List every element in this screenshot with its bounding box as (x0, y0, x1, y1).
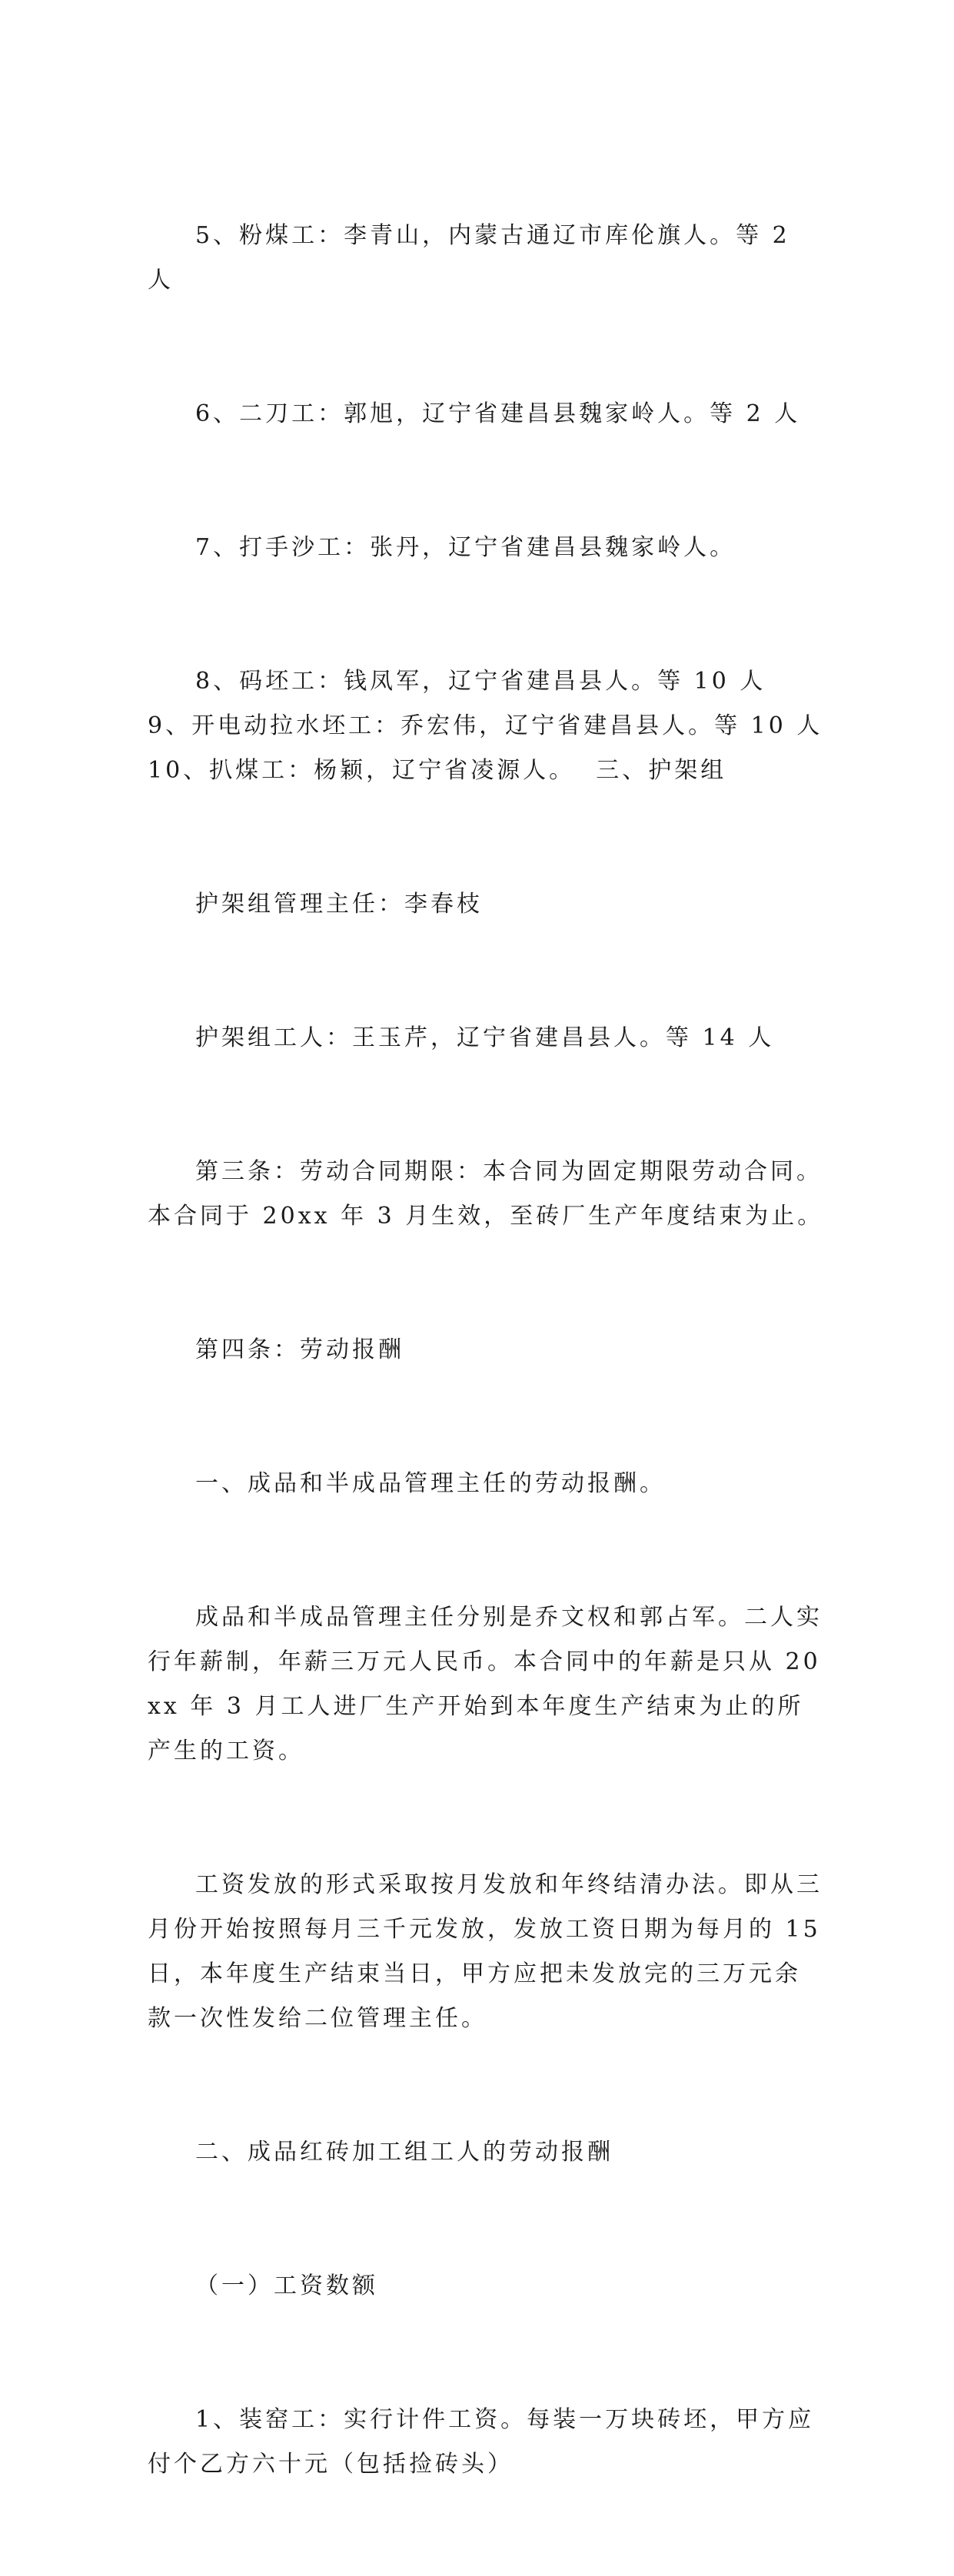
paragraph-payment-method: 工资发放的形式采取按月发放和年终结清办法。即从三月份开始按照每月三千元发放，发放工资日期为每月的 15 日，本年度生产结束当日，甲方应把未发放完的三万元余款一次性发给二位管理主任。 (148, 1871, 832, 2032)
paragraph-article-3: 第三条：劳动合同期限：本合同为固定期限劳动合同。本合同于 20xx 年 3 月生效，至砖厂生产年度结束为止。 (148, 1158, 824, 1230)
paragraph-frame-manager: 护架组管理主任：李春枝 (195, 891, 483, 918)
heading-section-1: 一、成品和半成品管理主任的劳动报酬。 (195, 1470, 666, 1497)
paragraph-kiln-loader: 1、装窑工：实行计件工资。每装一万块砖坯，甲方应付个乙方六十元（包括捡砖头） (148, 2406, 815, 2478)
document-body (148, 124, 844, 2576)
heading-article-4: 第四条：劳动报酬 (195, 1336, 404, 1363)
paragraph-annual-salary: 成品和半成品管理主任分别是乔文权和郭占军。二人实行年薪制，年薪三万元人民币。本合同中的年薪是只从 20xx 年 3 月工人进厂生产开始到本年度生产结束为止的所产生的工资。 (148, 1604, 823, 1764)
heading-section-2: 二、成品红砖加工组工人的劳动报酬 (195, 2139, 613, 2166)
paragraph-items-8-10: 8、码坯工：钱凤军，辽宁省建昌县人。等 10 人 9、开电动拉水坯工：乔宏伟，辽宁省建昌县人。等 10 人 10、扒煤工：杨颖，辽宁省凌源人。 三、护架组 (148, 668, 844, 784)
paragraph-frame-workers: 护架组工人：王玉芹，辽宁省建昌县人。等 14 人 (195, 1024, 775, 1051)
heading-subsection-1: （一）工资数额 (195, 2272, 378, 2299)
paragraph-item-5: 5、粉煤工：李青山，内蒙古通辽市库伦旗人。等 2 人 (148, 222, 801, 294)
paragraph-item-7: 7、打手沙工：张丹，辽宁省建昌县魏家岭人。 (195, 534, 736, 561)
paragraph-item-6: 6、二刀工：郭旭，辽宁省建昌县魏家岭人。等 2 人 (195, 400, 801, 427)
